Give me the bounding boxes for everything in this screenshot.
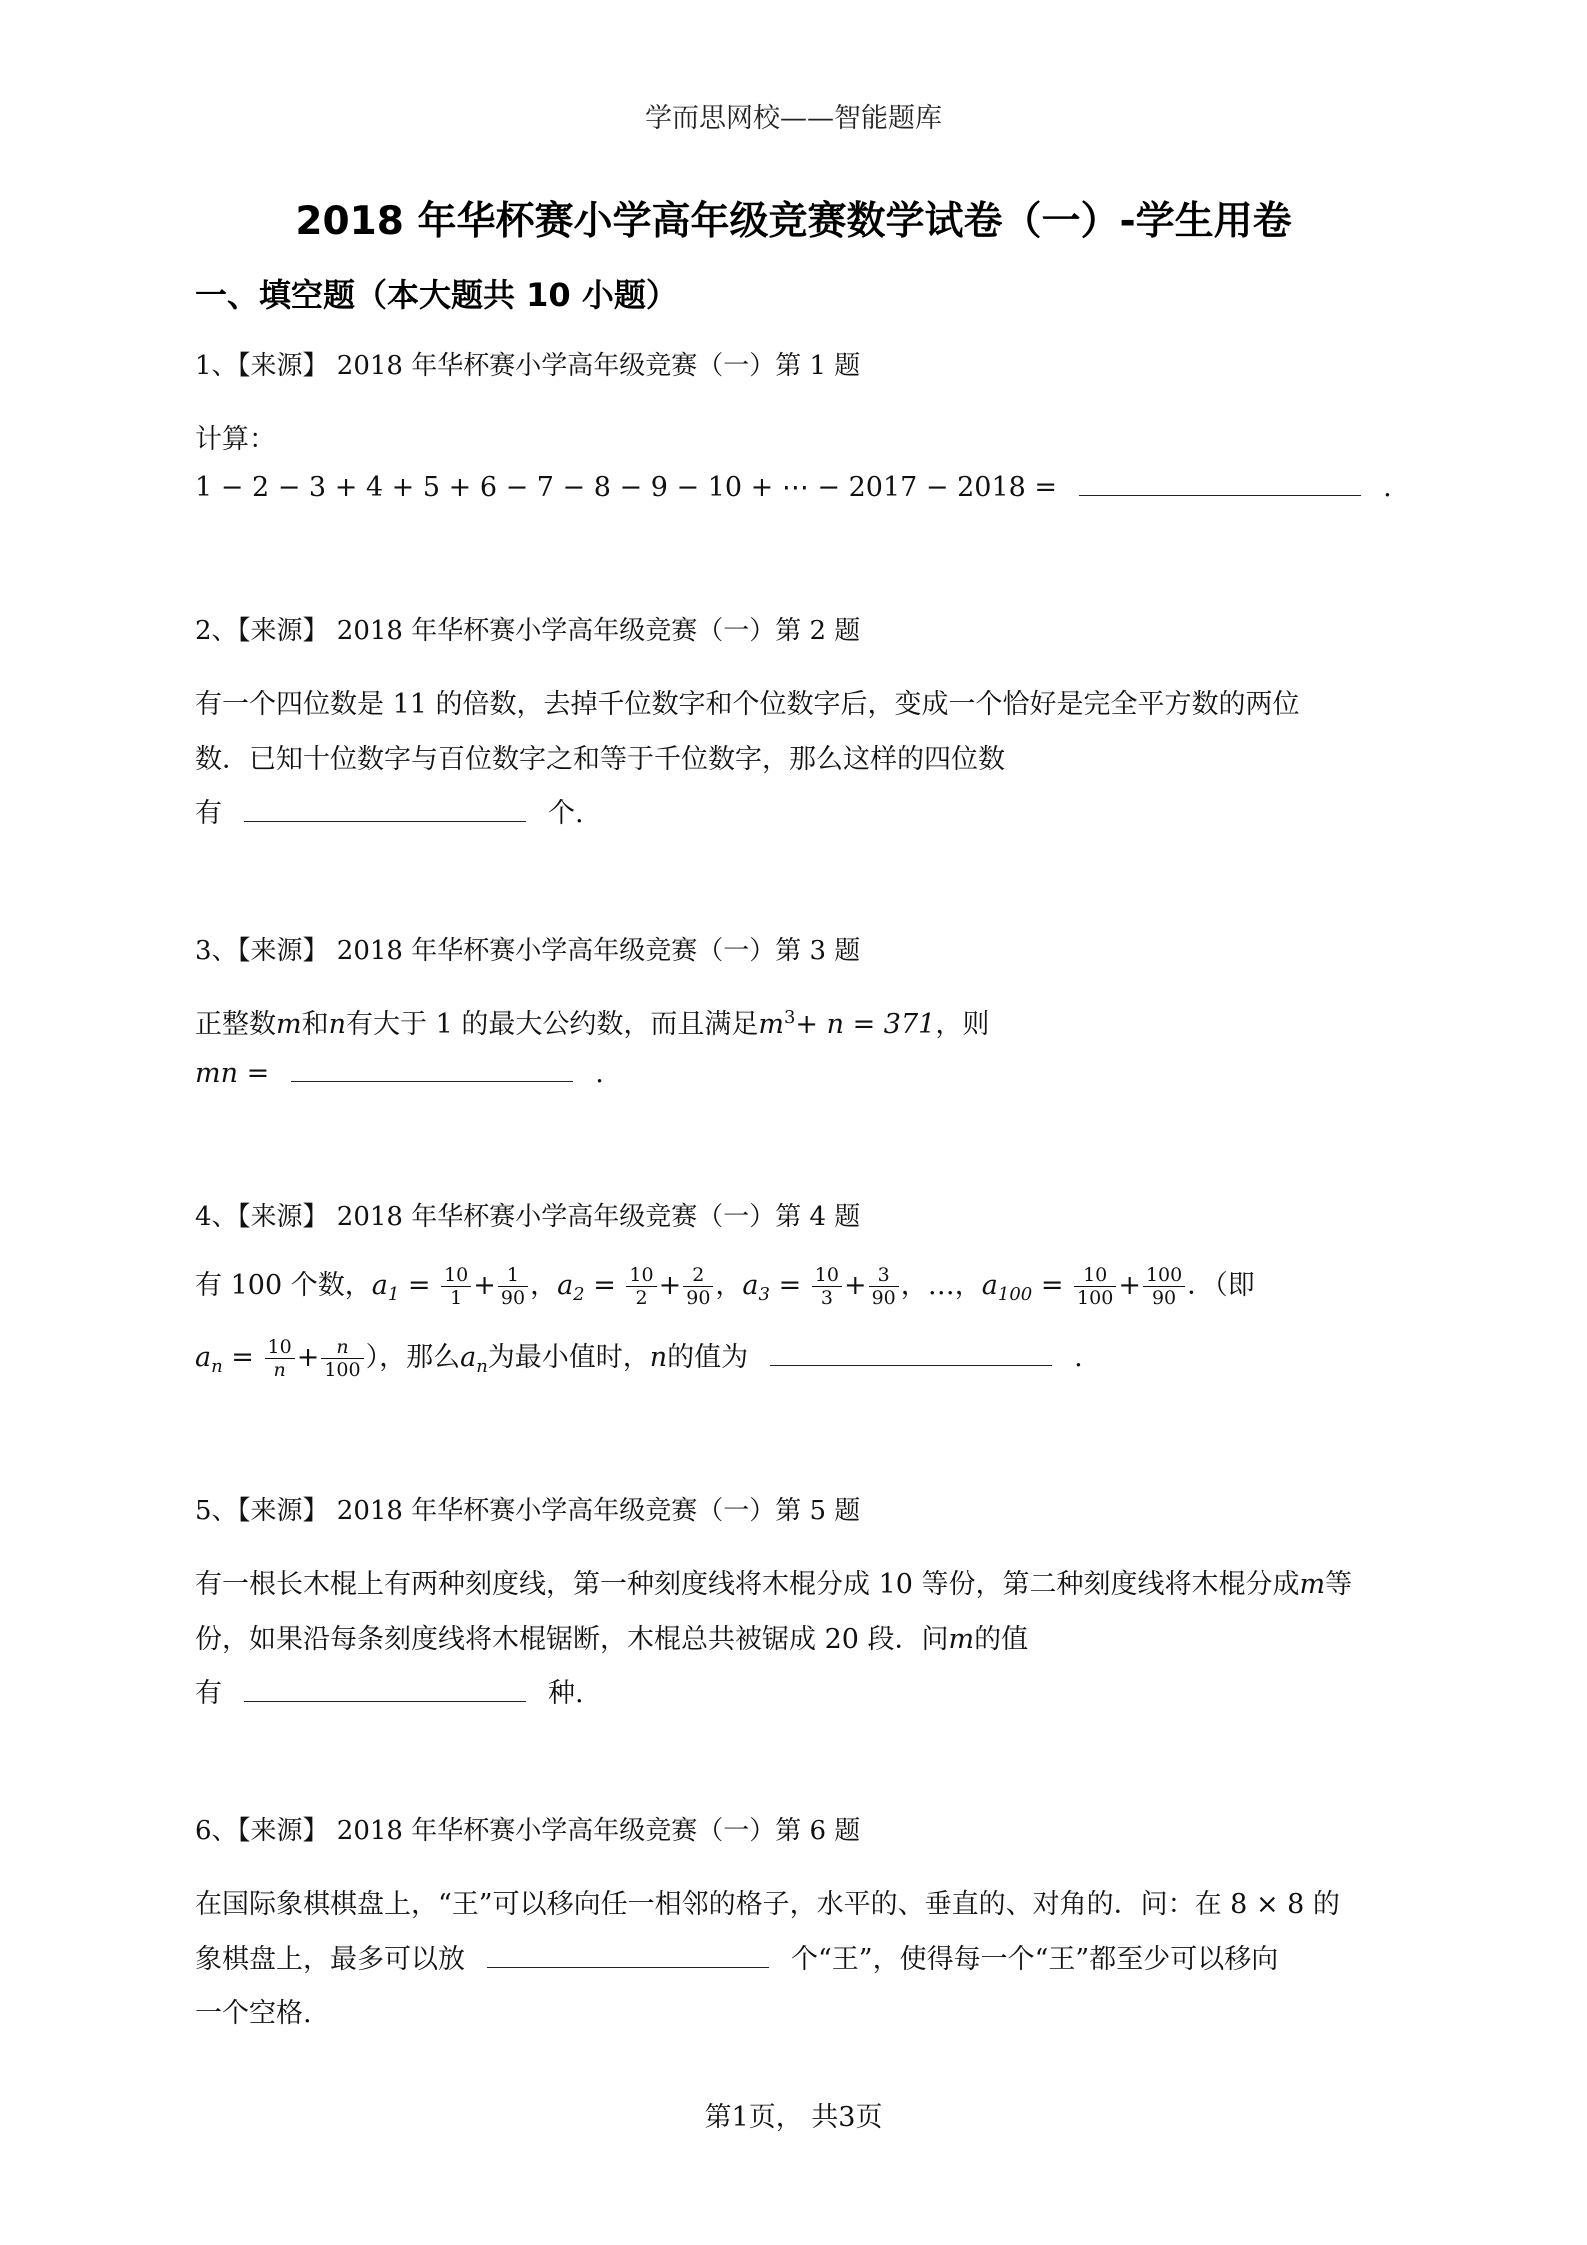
q3-cube: 3: [783, 1007, 796, 1028]
q4-an: $a_n$: [195, 1342, 223, 1377]
q2-end: 个.: [548, 798, 584, 829]
q2-line2: 数．已知十位数字与百位数字之和等于千位数字，那么这样的四位数: [195, 744, 1005, 775]
q1-answer-blank[interactable]: [1079, 473, 1361, 496]
q4-line2: $a_n$ = $\frac{10}{n}$ + $\frac{n}{100}$ ），那么$a_n$为最小值时，n的值为 .: [195, 1336, 1083, 1381]
q5-var-m2: m: [948, 1624, 975, 1655]
q4-a1: $a_1$: [371, 1270, 400, 1305]
q4-frac-1-90: $\frac{1}{90}$: [498, 1264, 528, 1309]
q5-end: 种.: [548, 1678, 584, 1709]
q1-expr: 1 − 2 − 3 + 4 + 5 + 6 − 7 − 8 − 9 − 10 + ⋯ − 2017 − 2018 =: [195, 472, 1058, 503]
q4-a100: $a_{100}$: [981, 1270, 1033, 1305]
q3-text-b: 有大于 1 的最大公约数，而且满足: [346, 1009, 759, 1040]
q2-pre: 有: [195, 798, 222, 829]
q4-end2: ），那么: [365, 1342, 461, 1373]
q4-pre: 有 100 个数，: [195, 1270, 372, 1301]
q3-var-m2: m: [758, 1009, 784, 1040]
q6-answer-blank[interactable]: [487, 1945, 769, 1968]
q3-var-n: n: [328, 1009, 346, 1040]
q5-line2: [195, 1617, 1028, 1656]
q4-frac-100-90: $\frac{100}{90}$: [1143, 1264, 1185, 1309]
q4-end1: ．（即: [1187, 1270, 1255, 1301]
q3-source: 3、【来源】 2018 年华杯赛小学高年级竞赛（一）第 3 题: [195, 936, 861, 966]
q4-frac-2-90: $\frac{2}{90}$: [683, 1264, 713, 1309]
q4-a3: $a_3$: [742, 1270, 770, 1305]
q1-end: .: [1383, 472, 1392, 503]
q5-text-d: 的值: [974, 1624, 1029, 1655]
q4-mid: 为最小值时，: [487, 1342, 650, 1373]
q3-answer-blank[interactable]: [291, 1059, 573, 1082]
q5-answer-blank[interactable]: [244, 1679, 526, 1702]
q6-text-b: 个“王”，使得每一个“王”都至少可以移向: [791, 1944, 1279, 1975]
q5-var-m: m: [1299, 1569, 1326, 1600]
q5-line1: [195, 1562, 1352, 1601]
q5-text-a: 有一根长木棍上有两种刻度线，第一种刻度线将木棍分成 10 等份，第二种刻度线将木棍分成: [195, 1569, 1300, 1600]
q3-end: .: [595, 1058, 604, 1089]
q6-line2: [195, 1937, 1278, 1976]
q1-source: 1、【来源】 2018 年华杯赛小学高年级竞赛（一）第 1 题: [195, 351, 861, 381]
document-title: 2018 年华杯赛小学高年级竞赛数学试卷（一）-学生用卷: [295, 199, 1292, 244]
q2-answer-blank[interactable]: [244, 799, 526, 822]
q4-frac-n-100: $\frac{n}{100}$: [321, 1336, 363, 1381]
q4-mid2: 的值为: [667, 1342, 749, 1373]
q6-line3: 一个空格.: [195, 1998, 312, 2029]
q4-frac-10-1: $\frac{10}{1}$: [441, 1264, 471, 1309]
q4-frac-10-100: $\frac{10}{100}$: [1074, 1264, 1116, 1309]
q4-an2: $a_n$: [460, 1342, 488, 1377]
q2-line1: 有一个四位数是 11 的倍数，去掉千位数字和个位数字后，变成一个恰好是完全平方数的两位: [195, 689, 1300, 720]
q4-frac-10-n: $\frac{10}{n}$: [265, 1336, 295, 1381]
q2-source: 2、【来源】 2018 年华杯赛小学高年级竞赛（一）第 2 题: [195, 616, 861, 646]
page-header: 学而思网校——智能题库: [645, 103, 942, 134]
q5-line3: [195, 1671, 584, 1710]
q6-source: 6、【来源】 2018 年华杯赛小学高年级竞赛（一）第 6 题: [195, 1816, 861, 1846]
q3-text-a: 正整数: [195, 1009, 276, 1040]
q4-end: .: [1074, 1342, 1083, 1373]
q4-n: n: [649, 1342, 668, 1373]
q6-line1: 在国际象棋棋盘上，“王”可以移向任一相邻的格子，水平的、垂直的、对角的．问：在 8 × 8 的: [195, 1889, 1340, 1920]
q5-text-c: 份，如果沿每条刻度线将木棍锯断，木棍总共被锯成 20 段．问: [195, 1624, 949, 1655]
q6-text-a: 象棋盘上，最多可以放: [195, 1944, 465, 1975]
q5-text-b: 等: [1325, 1569, 1353, 1600]
q4-a2: $a_2$: [557, 1270, 585, 1305]
q5-pre: 有: [195, 1678, 222, 1709]
q4-frac-10-3: $\frac{10}{3}$: [812, 1264, 842, 1309]
q3-and: 和: [301, 1009, 329, 1040]
q3-var-m: m: [276, 1009, 302, 1040]
q4-answer-blank[interactable]: [770, 1343, 1052, 1366]
q4-frac-3-90: $\frac{3}{90}$: [869, 1264, 899, 1309]
q3-eq: + n = 371: [795, 1009, 936, 1040]
q3-line2: [195, 1058, 604, 1089]
q3-expr: mn =: [195, 1058, 270, 1089]
q4-source: 4、【来源】 2018 年华杯赛小学高年级竞赛（一）第 4 题: [195, 1202, 861, 1232]
section-heading: 一、填空题（本大题共 10 小题）: [195, 276, 678, 314]
q3-line1: [195, 1002, 989, 1041]
q5-source: 5、【来源】 2018 年华杯赛小学高年级竞赛（一）第 5 题: [195, 1496, 861, 1526]
q4-line1: 有 100 个数，$a_1$ = $\frac{10}{1}$ + $\frac{1}{90}$ ，$a_2$ = $\frac{10}{2}$ + $\frac{2}{90}$ ，$a_3$ = $\frac{10}{3}$ + $\frac{3}{90}$ ，…，$a_{100}$ = $\frac{10}{100}$ + $\frac{100}{90}$ ．（即: [195, 1264, 1255, 1309]
q1-line1: 计算：: [195, 424, 276, 455]
q2-line3: [195, 791, 584, 830]
page-footer: 第1页， 共3页: [704, 2102, 883, 2133]
q1-expression: [195, 472, 1392, 503]
q4-frac-10-2: $\frac{10}{2}$: [626, 1264, 656, 1309]
q3-text-c: ，则: [935, 1009, 990, 1040]
